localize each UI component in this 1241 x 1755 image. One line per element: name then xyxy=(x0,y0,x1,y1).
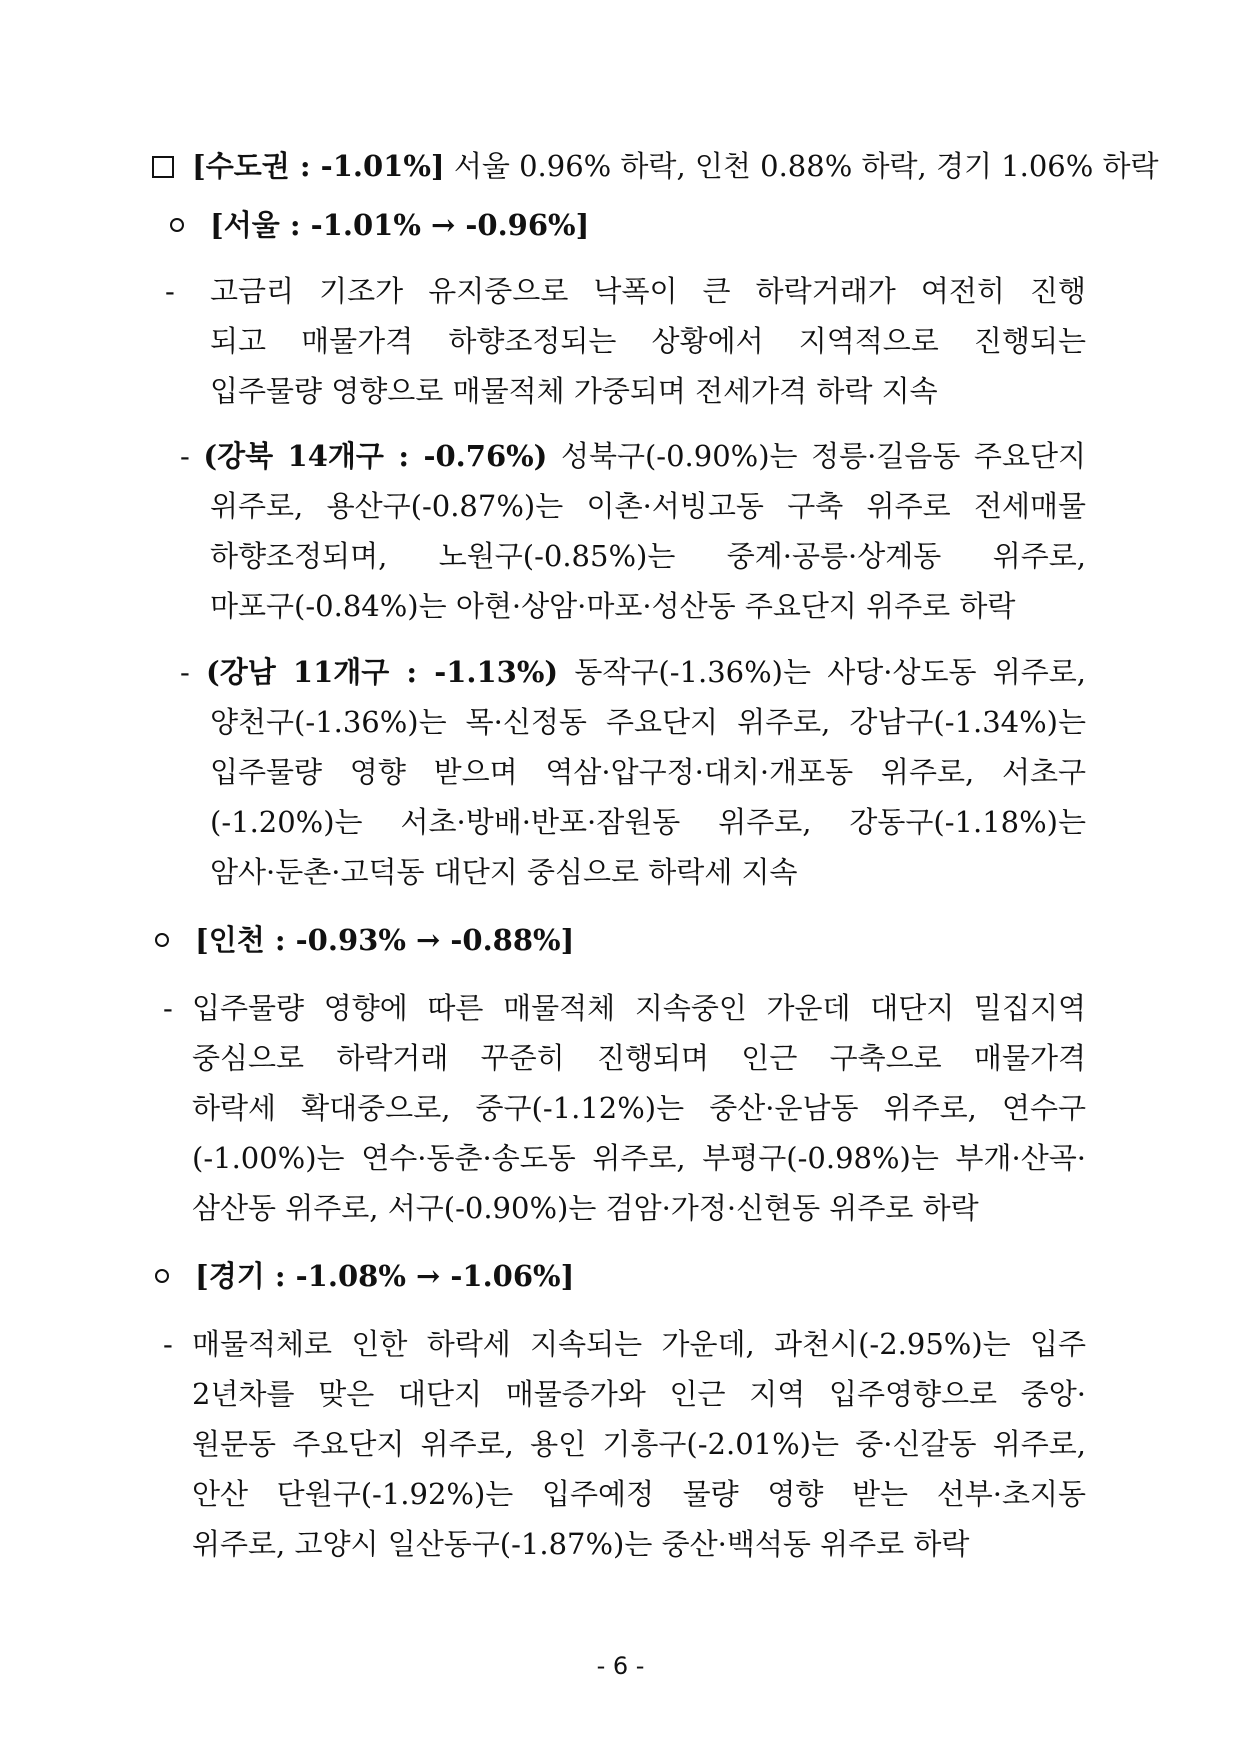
incheon-line-2: 중심으로 하락거래 꾸준히 진행되며 인근 구축으로 매물가격 xyxy=(192,1041,1086,1075)
gyeonggi-header: [경기 : -1.08% → -1.06%] xyxy=(195,1259,575,1293)
gangbuk-line-2: 위주로, 용산구(-0.87%)는 이촌·서빙고동 구축 위주로 전세매물 xyxy=(210,489,1086,523)
gyeonggi-line-1: 매물적체로 인한 하락세 지속되는 가운데, 과천시(-2.95%)는 입주 xyxy=(192,1327,1086,1361)
gangnam-label: (강남 11개구 : -1.13%) xyxy=(206,655,559,689)
incheon-dash: - xyxy=(163,991,173,1025)
incheon-line-4: (-1.00%)는 연수·동춘·송도동 위주로, 부평구(-0.98%)는 부개·산곡· xyxy=(192,1141,1086,1175)
metro-heading xyxy=(152,148,1159,184)
seoul-line-3: 입주물량 영향으로 매물적체 가중되며 전세가격 하락 지속 xyxy=(210,374,938,408)
seoul-line-2: 되고 매물가격 하향조정되는 상황에서 지역적으로 진행되는 xyxy=(210,324,1086,358)
gangbuk-line-4: 마포구(-0.84%)는 아현·상암·마포·성산동 주요단지 위주로 하락 xyxy=(210,589,1016,623)
dash: - xyxy=(180,439,204,473)
incheon-line-1: 입주물량 영향에 따른 매물적체 지속중인 가운데 대단지 밀집지역 xyxy=(192,991,1086,1025)
seoul-heading xyxy=(170,207,589,243)
gangnam-line-4: (-1.20%)는 서초·방배·반포·잠원동 위주로, 강동구(-1.18%)는 xyxy=(210,805,1086,839)
circle-bullet-icon xyxy=(170,218,184,232)
gangbuk-label: (강북 14개구 : -0.76%) xyxy=(203,439,548,473)
incheon-line-5: 삼산동 위주로, 서구(-0.90%)는 검암·가정·신현동 위주로 하락 xyxy=(192,1191,979,1225)
gangnam-line-1 xyxy=(180,654,1086,690)
gyeonggi-line-2: 2년차를 맞은 대단지 매물증가와 인근 지역 입주영향으로 중앙· xyxy=(192,1377,1086,1411)
gyeonggi-line-4: 안산 단원구(-1.92%)는 입주예정 물량 영향 받는 선부·초지동 xyxy=(192,1477,1086,1511)
gyeonggi-line-3: 원문동 주요단지 위주로, 용인 기흥구(-2.01%)는 중·신갈동 위주로, xyxy=(192,1427,1086,1461)
gyeonggi-heading xyxy=(155,1258,574,1294)
incheon-header: [인천 : -0.93% → -0.88%] xyxy=(195,923,575,957)
gangnam-line-5: 암사·둔촌·고덕동 대단지 중심으로 하락세 지속 xyxy=(210,855,798,889)
page-number: - 6 - xyxy=(596,1652,645,1680)
gangnam-line-3: 입주물량 영향 받으며 역삼·압구정·대치·개포동 위주로, 서초구 xyxy=(210,755,1086,789)
gyeonggi-line-5: 위주로, 고양시 일산동구(-1.87%)는 중산·백석동 위주로 하락 xyxy=(192,1527,970,1561)
checkbox-square-icon xyxy=(152,156,174,178)
seoul-line-1: 고금리 기조가 유지중으로 낙폭이 큰 하락거래가 여전히 진행 xyxy=(210,274,1086,308)
metro-desc: 서울 0.96% 하락, 인천 0.88% 하락, 경기 1.06% 하락 xyxy=(444,149,1159,183)
dash: - xyxy=(180,655,207,689)
seoul-header: [서울 : -1.01% → -0.96%] xyxy=(210,208,590,242)
gangnam-line-2: 양천구(-1.36%)는 목·신정동 주요단지 위주로, 강남구(-1.34%)는 xyxy=(210,705,1086,739)
incheon-heading xyxy=(155,922,574,958)
metro-label: [수도권 : -1.01%] xyxy=(192,149,445,183)
incheon-line-3: 하락세 확대중으로, 중구(-1.12%)는 중산·운남동 위주로, 연수구 xyxy=(192,1091,1086,1125)
gangbuk-line-3: 하향조정되며, 노원구(-0.85%)는 중계·공릉·상계동 위주로, xyxy=(210,539,1086,573)
gyeonggi-dash: - xyxy=(163,1327,173,1361)
gangbuk-first: 성북구(-0.90%)는 정릉·길음동 주요단지 xyxy=(547,439,1086,473)
gangbuk-line-1 xyxy=(180,438,1086,474)
seoul-dash: - xyxy=(165,274,175,308)
gangnam-first: 동작구(-1.36%)는 사당·상도동 위주로, xyxy=(558,655,1086,689)
circle-bullet-icon xyxy=(155,1269,169,1283)
circle-bullet-icon xyxy=(155,933,169,947)
